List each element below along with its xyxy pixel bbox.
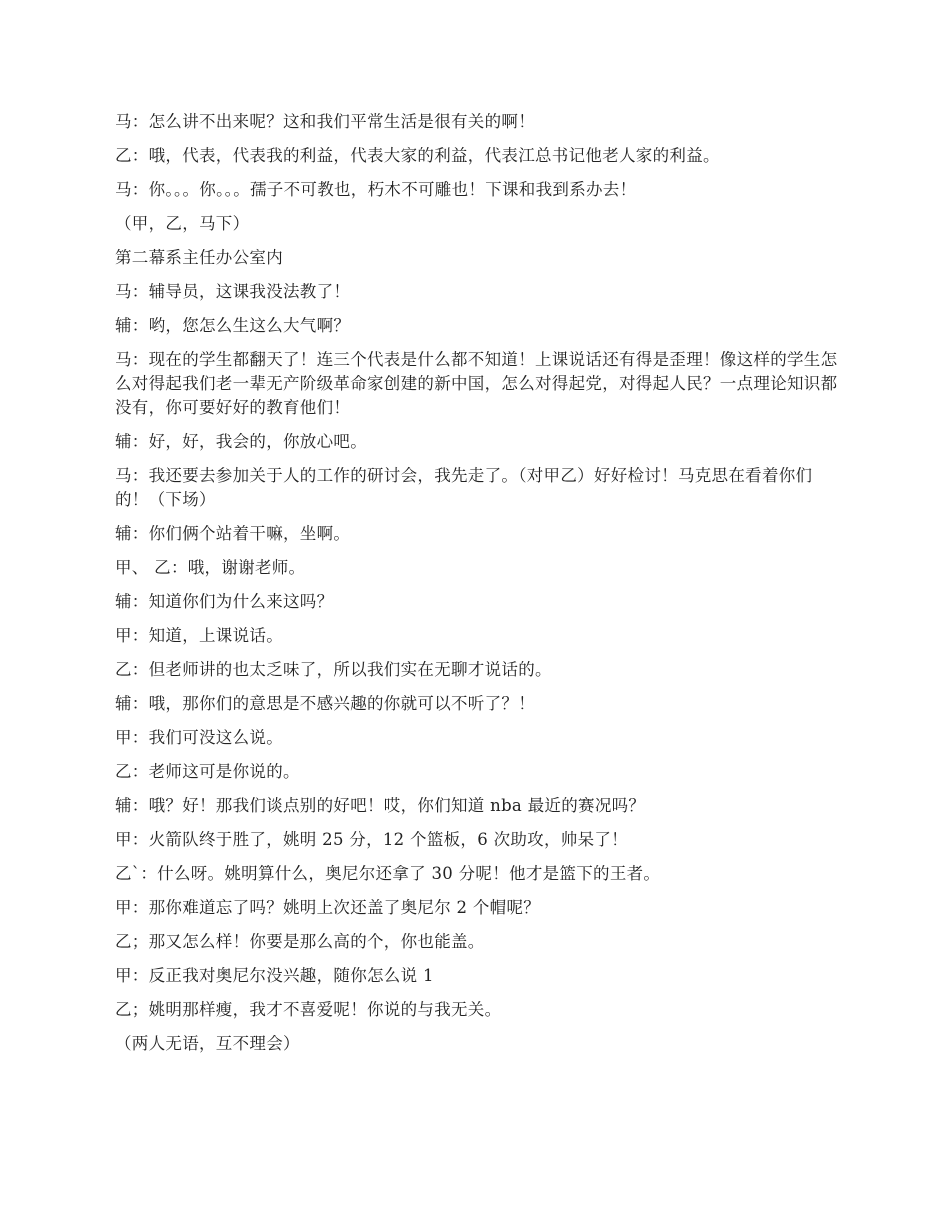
stage-direction: （两人无语，互不理会） [115, 1034, 300, 1053]
dialogue-line: 辅：知道你们为什么来这吗？ [115, 592, 334, 611]
dialogue-line: 乙`：什么呀。姚明算什么，奥尼尔还拿了 30 分呢！他才是篮下的王者。 [115, 864, 661, 883]
dialogue-line: 辅：好，好，我会的，你放心吧。 [115, 432, 367, 451]
dialogue-line: 马：怎么讲不出来呢？这和我们平常生活是很有关的啊！ [115, 112, 535, 131]
dialogue-line: 马：你。。。你。。。孺子不可教也，朽木不可雕也！下课和我到系办去！ [115, 180, 637, 199]
dialogue-line: 甲：我们可没这么说。 [115, 728, 283, 747]
dialogue-line: 甲、 乙：哦，谢谢老师。 [115, 558, 306, 577]
dialogue-line: 乙；姚明那样瘦，我才不喜爱呢！你说的与我无关。 [115, 1000, 502, 1019]
document-body [115, 110, 840, 1066]
dialogue-line: 辅：哟，您怎么生这么大气啊？ [115, 316, 351, 335]
dialogue-line: 辅：你们俩个站着干嘛，坐啊。 [115, 524, 351, 543]
dialogue-line: 甲：那你难道忘了吗？姚明上次还盖了奥尼尔 2 个帽呢？ [115, 898, 541, 917]
dialogue-line: 马：现在的学生都翻天了！连三个代表是什么都不知道！上课说话还有得是歪理！像这样的学生怎么对得起我们老一辈无产阶级革命家创建的新中国，怎么对得起党，对得起人民？一点理论知识都没有，你可要好好的教育他们！ [115, 350, 838, 417]
dialogue-line: 辅：哦，那你们的意思是不感兴趣的你就可以不听了？！ [115, 694, 535, 713]
dialogue-line: 乙：哦，代表，代表我的利益，代表大家的利益，代表江总书记他老人家的利益。 [115, 146, 720, 165]
scene-heading: 第二幕系主任办公室内 [115, 248, 283, 267]
dialogue-line: 辅：哦？好！那我们谈点别的好吧！哎，你们知道 nba 最近的赛况吗？ [115, 796, 646, 815]
dialogue-line: 甲：知道，上课说话。 [115, 626, 283, 645]
dialogue-line: 乙；那又怎么样！你要是那么高的个，你也能盖。 [115, 932, 485, 951]
dialogue-line: 乙：老师这可是你说的。 [115, 762, 300, 781]
dialogue-line: 马：我还要去参加关于人的工作的研讨会，我先走了。（对甲乙）好好检讨！马克思在看着你们的！（下场） [115, 466, 813, 509]
dialogue-line: 甲：反正我对奥尼尔没兴趣，随你怎么说 1 [115, 966, 434, 985]
dialogue-line: 马：辅导员，这课我没法教了！ [115, 282, 351, 301]
dialogue-line: 乙：但老师讲的也太乏味了，所以我们实在无聊才说话的。 [115, 660, 552, 679]
stage-direction: （甲，乙，马下） [115, 214, 250, 233]
dialogue-line: 甲：火箭队终于胜了，姚明 25 分，12 个篮板，6 次助攻，帅呆了！ [115, 830, 628, 849]
